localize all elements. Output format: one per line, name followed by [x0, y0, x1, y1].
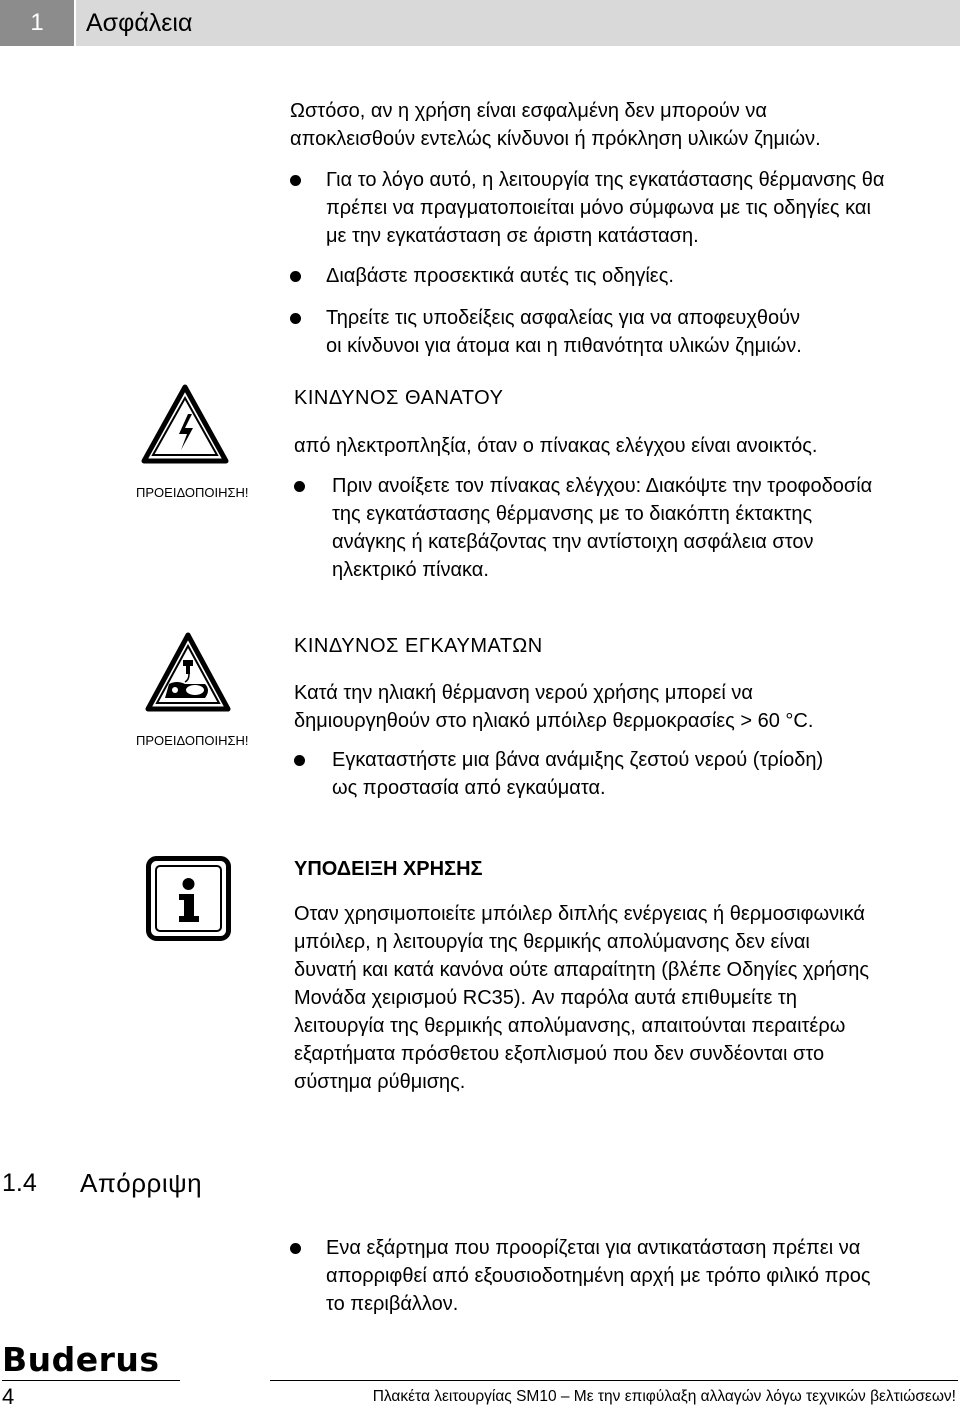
info-icon	[146, 856, 231, 941]
note-line: Μονάδα χειρισμού RC35). Αν παρόλα αυτά επιθυμείτε τη	[294, 987, 797, 1009]
warning-text	[294, 679, 944, 735]
bullet-line: Για το λόγο αυτό, η λειτουργία της εγκατάστασης θέρμανσης θα	[326, 169, 885, 191]
chapter-number: 1	[0, 0, 74, 46]
buderus-logo: Buderus	[2, 1340, 160, 1379]
bullet-icon	[294, 481, 305, 492]
bullet-line: Εγκαταστήστε μια βάνα ανάμιξης ζεστού νερού (τρίοδη)	[332, 749, 824, 771]
warning-label: ΠΡΟΕΙΔΟΠΟΙΗΣΗ!	[136, 485, 249, 500]
warning-heading: ΚΙΝΔΥΝΟΣ ΘΑΝΑΤΟΥ	[294, 387, 504, 409]
intro-line: Ωστόσο, αν η χρήση είναι εσφαλμένη δεν μπορούν να	[290, 100, 767, 122]
footer-rule	[270, 1380, 958, 1381]
note-line: Οταν χρησιμοποιείτε μπόιλερ διπλής ενέργειας ή θερμοσιφωνικά	[294, 903, 865, 925]
bullet-icon	[290, 271, 301, 282]
warning-line: δημιουργηθούν στο ηλιακό μπόιλερ θερμοκρασίες > 60 °C.	[294, 710, 814, 732]
bullet-icon	[294, 755, 305, 766]
bullet-line: οι κίνδυνοι για άτομα και η πιθανότητα υλικών ζημιών.	[326, 335, 802, 357]
note-heading: ΥΠΟΔΕΙΞΗ ΧΡΗΣΗΣ	[294, 858, 483, 880]
bullet-icon	[290, 313, 301, 324]
section-number: 1.4	[2, 1169, 37, 1197]
bullet-line: με την εγκατάσταση σε άριστη κατάσταση.	[326, 225, 699, 247]
section-title: Απόρριψη	[80, 1168, 203, 1198]
warning-bullet-item	[294, 472, 954, 584]
page-number: 4	[2, 1384, 15, 1409]
bullet-line: ανάγκης ή κατεβάζοντας την αντίστοιχη ασφάλεια στον	[332, 531, 814, 553]
warning-text: από ηλεκτροπληξία, όταν ο πίνακας ελέγχου είναι ανοικτός.	[294, 435, 818, 457]
bullet-icon	[290, 175, 301, 186]
bullet-line: Διαβάστε προσεκτικά αυτές τις οδηγίες.	[326, 265, 674, 287]
section-bullet-item	[290, 1234, 950, 1318]
intro-bullet-item	[290, 166, 950, 250]
bullet-line: το περιβάλλον.	[326, 1293, 459, 1315]
note-line: δυνατή και κατά κανόνα ούτε απαραίτητη (βλέπε Οδηγίες χρήσης	[294, 959, 870, 981]
note-line: σύστημα ρύθμισης.	[294, 1071, 466, 1093]
intro-line: αποκλεισθούν εντελώς κίνδυνοι ή πρόκληση υλικών ζημιών.	[290, 128, 821, 150]
note-line: λειτουργία της θερμικής απολύμανσης, απαιτούνται περαιτέρω	[294, 1015, 846, 1037]
bullet-line: ως προστασία από εγκαύματα.	[332, 777, 606, 799]
intro-bullet-item	[290, 262, 950, 290]
bullet-line: της εγκατάστασης θέρμανσης με το διακόπτη έκτακτης	[332, 503, 813, 525]
logo-underline	[2, 1380, 180, 1381]
note-text	[294, 900, 954, 1096]
bullet-line: Πριν ανοίξετε τον πίνακας ελέγχου: Διακόψτε την τροφοδοσία	[332, 475, 873, 497]
bullet-line: Τηρείτε τις υποδείξεις ασφαλείας για να αποφευχθούν	[326, 307, 801, 329]
footer-text: Πλακέτα λειτουργίας SM10 – Με την επιφύλαξη αλλαγών λόγω τεχνικών βελτιώσεων!	[372, 1388, 956, 1405]
warning-heading: ΚΙΝΔΥΝΟΣ ΕΓΚΑΥΜΑΤΩΝ	[294, 635, 543, 657]
bullet-icon	[290, 1243, 301, 1254]
bullet-line: ηλεκτρικό πίνακα.	[332, 559, 489, 581]
warning-bullet-item	[294, 746, 954, 802]
electric-hazard-icon	[141, 384, 229, 464]
note-line: εξαρτήματα πρόσθετου εξοπλισμού που δεν συνδέονται στο	[294, 1043, 825, 1065]
warning-label: ΠΡΟΕΙΔΟΠΟΙΗΣΗ!	[136, 733, 249, 748]
note-line: μπόιλερ, η λειτουργία της θερμικής απολύμανσης δεν είναι	[294, 931, 810, 953]
header-bar	[76, 0, 960, 46]
warning-line: Κατά την ηλιακή θέρμανση νερού χρήσης μπορεί να	[294, 682, 753, 704]
hot-surface-hazard-icon	[145, 632, 231, 712]
bullet-line: πρέπει να πραγματοποιείται μόνο σύμφωνα με τις οδηγίες και	[326, 197, 871, 219]
chapter-title: Ασφάλεια	[86, 9, 193, 37]
intro-bullet-item	[290, 304, 950, 360]
bullet-line: απορριφθεί από εξουσιοδοτημένη αρχή με τρόπο φιλικό προς	[326, 1265, 871, 1287]
bullet-line: Ενα εξάρτημα που προορίζεται για αντικατάσταση πρέπει να	[326, 1237, 861, 1259]
intro-paragraph	[290, 97, 930, 153]
